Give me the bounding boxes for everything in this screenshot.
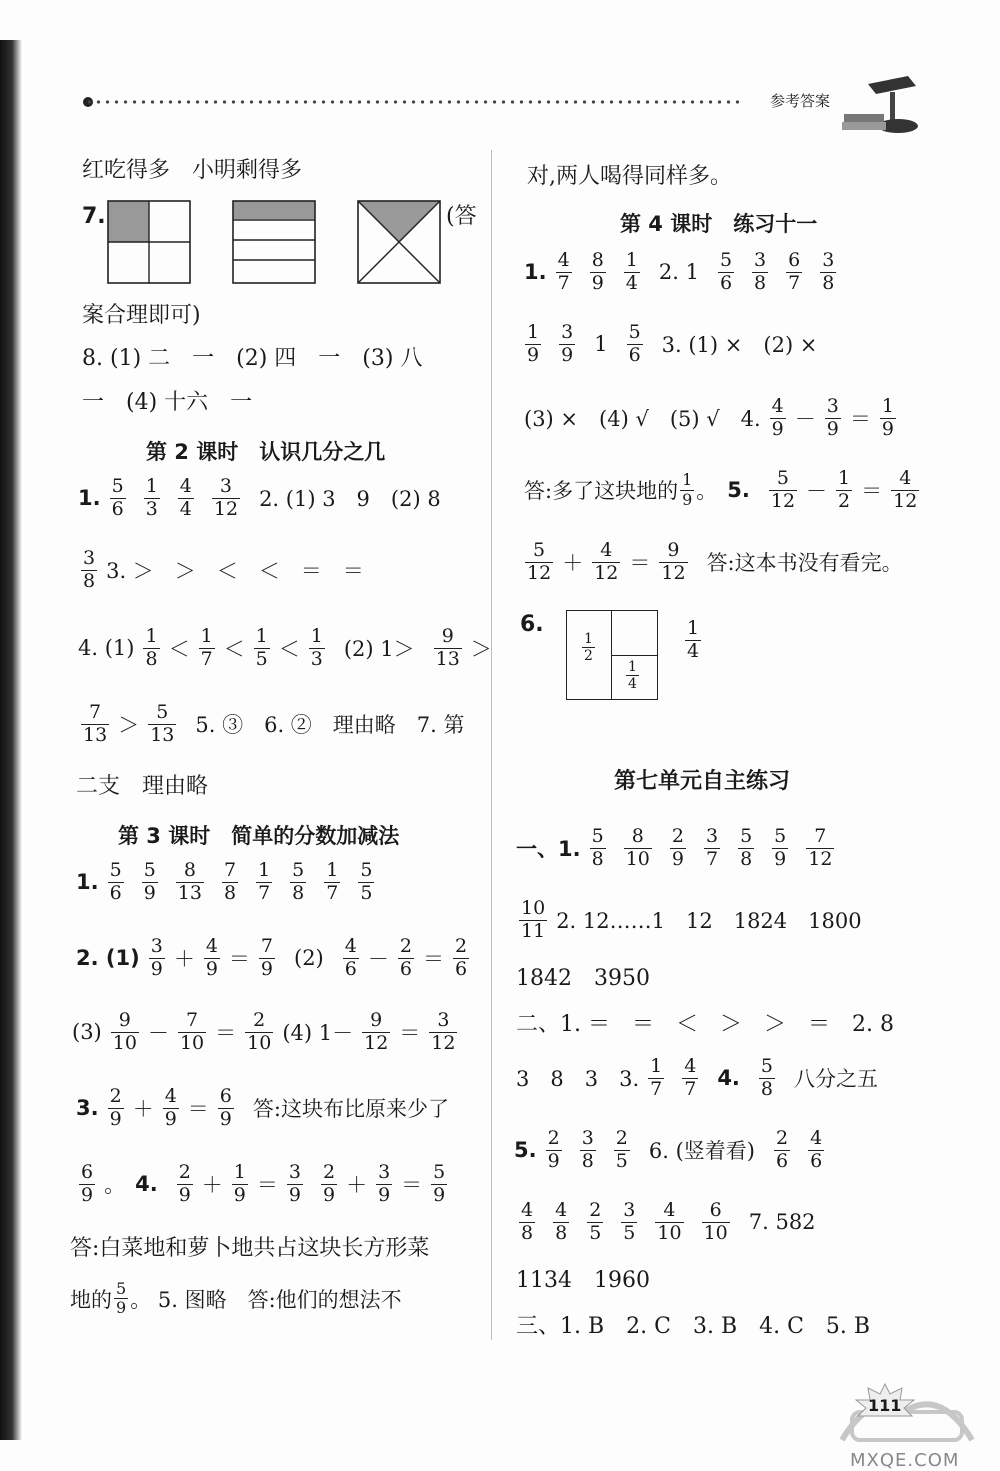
fraction: 4 8 [521, 1199, 534, 1244]
fraction: 4 7 [684, 1055, 697, 1100]
fraction: 4 6 [344, 935, 357, 980]
r-q2b-one: 1 [594, 332, 608, 357]
fraction: 1 4 [687, 617, 700, 662]
u-q1-row [516, 826, 843, 871]
fraction: 8 10 [625, 825, 650, 870]
fraction: 2 9 [322, 1161, 336, 1206]
u-s2a-text: 二、1. ＝ ＝ ＜ ＞ ＞ ＝ 2. 8 [516, 1012, 894, 1037]
u-s2c-label: 5. [514, 1138, 537, 1163]
fraction: 9 12 [364, 1009, 389, 1054]
fraction: 5 8 [591, 825, 604, 870]
l3-q4-label: 4. [135, 1172, 158, 1197]
fraction: 3 8 [822, 249, 835, 294]
r-q6-square [566, 610, 658, 700]
fraction: 4 7 [557, 249, 570, 294]
fraction: 3 9 [561, 321, 574, 366]
fraction: 1 9 [233, 1161, 246, 1206]
fraction: 5 6 [109, 859, 122, 904]
fraction: 5 13 [150, 701, 175, 746]
l2-q4-row [78, 626, 492, 671]
r-q1-label: 1. [524, 260, 547, 285]
plus-sign: ＋ [132, 1097, 154, 1122]
equals-sign: ＝ [401, 1173, 423, 1198]
l2-q3-text: 3. ＞ ＞ ＜ ＜ ＝ ＝ [106, 559, 364, 584]
q7-square-strips [232, 200, 316, 284]
fraction: 2 5 [589, 1199, 602, 1244]
fraction: 1 7 [258, 859, 271, 904]
fraction: 3 8 [581, 1127, 594, 1172]
fraction: 1 2 [838, 467, 851, 512]
fraction: 5 6 [719, 249, 733, 294]
fraction: 4 10 [657, 1199, 682, 1244]
fraction: 3 8 [754, 249, 767, 294]
plus-sign: ＋ [562, 551, 584, 576]
fraction: 3 5 [623, 1199, 636, 1244]
u-s2b-word: 八分之五 [794, 1067, 878, 1092]
fraction: 9 10 [112, 1009, 137, 1054]
fraction: 3 9 [288, 1161, 301, 1206]
l3-q2-3-label: (3) [72, 1020, 102, 1045]
fraction: 2 9 [178, 1161, 191, 1206]
unit7-title: 第七单元自主练习 [614, 769, 791, 794]
period: 。 [696, 479, 718, 504]
equals-sign: ＝ [399, 1021, 421, 1046]
l3-q4-answer-2a: 地的 [70, 1287, 112, 1312]
fraction: 2 10 [247, 1009, 272, 1054]
u-s2c-row [514, 1128, 833, 1173]
l2-q3-row [72, 548, 364, 593]
fraction: 1 9 [881, 395, 894, 440]
less-than: ＜ [278, 637, 300, 662]
fraction: 1 3 [145, 475, 158, 520]
minus-sign: － [147, 1021, 169, 1046]
less-than: ＜ [223, 637, 245, 662]
fraction: 6 7 [788, 249, 801, 294]
fraction: 5 12 [770, 467, 796, 512]
l3-q2-row [76, 936, 478, 981]
watermark-text: MXQE.COM [850, 1450, 960, 1471]
fraction: 9 12 [661, 539, 686, 584]
fraction: 6 10 [703, 1199, 728, 1244]
equals-sign: ＝ [215, 1021, 237, 1046]
fraction: 4 6 [810, 1127, 823, 1172]
u-q1-label: 一、1. [516, 837, 581, 862]
minus-sign: － [367, 947, 389, 972]
fraction: 4 9 [205, 935, 218, 980]
period: 。 [104, 1173, 126, 1198]
fraction: 2 6 [454, 935, 468, 980]
left-line-1: 红吃得多 小明剩得多 [82, 158, 303, 183]
l3-q2-label: 2. (1) [76, 946, 140, 971]
l3-q4-row [70, 1162, 456, 1207]
u-s2d-q7-text: 7. 582 [748, 1210, 816, 1235]
u-q2-row [510, 898, 862, 943]
greater-than: ＞ [470, 637, 492, 662]
fraction: 1 9 [527, 321, 540, 366]
fraction: 1 3 [310, 625, 323, 670]
fraction: 5 8 [740, 825, 753, 870]
fraction: 4 9 [771, 395, 784, 440]
fraction: 2 9 [671, 825, 684, 870]
u-s2e-text: 1134 1960 [516, 1268, 650, 1293]
l2-q7b: 二支 理由略 [76, 774, 209, 799]
equals-sign: ＝ [228, 947, 250, 972]
plus-sign: ＋ [346, 1173, 368, 1198]
fraction: 4 12 [893, 467, 918, 512]
fraction: 2 9 [109, 1085, 122, 1130]
l2-q1-row [78, 476, 451, 521]
l3-q3-row [76, 1086, 459, 1131]
fraction: 7 13 [83, 701, 108, 746]
fraction: 5 6 [628, 321, 641, 366]
l2-q1-label: 1. [78, 486, 101, 511]
fraction: 5 12 [527, 539, 552, 584]
lesson2-title: 第 2 课时 认识几分之几 [146, 440, 386, 464]
lesson3-title: 第 3 课时 简单的分数加减法 [118, 824, 400, 848]
l2-q4-label: 4. (1) [78, 636, 135, 661]
u-s2d-row [510, 1200, 826, 1245]
fraction: 3 7 [705, 825, 719, 870]
fraction: 8 13 [177, 859, 202, 904]
r-q5b-row [516, 540, 913, 585]
right-line-1: 对,两人喝得同样多。 [527, 164, 732, 189]
l2-q2-text: 2. (1) 3 9 (2) 8 [259, 487, 441, 512]
r-q5-row [524, 468, 928, 513]
fraction: 6 9 [81, 1161, 94, 1206]
u-s3-text: 三、1. B 2. C 3. B 4. C 5. B [516, 1314, 871, 1339]
r-q4-answer: 答:多了这块地的 [524, 479, 679, 504]
greater-than: ＞ [118, 713, 140, 738]
fraction: 4 4 [179, 475, 192, 520]
fraction: 5 9 [433, 1161, 446, 1206]
fraction: 5 6 [111, 475, 124, 520]
l2-q4-2-label: (2) 1＞ [343, 637, 415, 662]
q7-label: 7. [82, 204, 106, 229]
less-than: ＜ [168, 637, 190, 662]
q7-square-diagonals [357, 200, 441, 284]
fraction: 1 2 [584, 631, 593, 665]
fraction: 2 5 [615, 1127, 628, 1172]
fraction: 1 4 [628, 659, 637, 693]
r-q3-row [516, 322, 827, 367]
fraction: 2 6 [399, 935, 412, 980]
fraction: 7 9 [260, 935, 273, 980]
fraction: 4 9 [164, 1085, 177, 1130]
r-q6-label: 6. [520, 612, 544, 637]
fraction: 3 9 [378, 1161, 391, 1206]
l2-q5-row [72, 702, 475, 747]
q7-note-a: (答 [446, 204, 477, 229]
lesson4-title: 第 4 课时 练习十一 [620, 212, 818, 236]
r-q4-row [524, 396, 905, 441]
fraction: 1 7 [200, 625, 213, 670]
l3-q2b-row [72, 1010, 466, 1055]
equals-sign: ＝ [849, 407, 871, 432]
header-label: 参考答案 [770, 92, 831, 110]
fraction: 2 9 [547, 1127, 560, 1172]
u-s2b-q4-label: 4. [717, 1066, 740, 1091]
column-separator [491, 150, 492, 1340]
page-binding-shadow [0, 40, 22, 1440]
l3-q2-2-label: (2) [294, 946, 324, 971]
fraction: 7 8 [223, 859, 237, 904]
fraction: 1 8 [145, 625, 158, 670]
q8-line-a: 8. (1) 二 一 (2) 四 一 (3) 八 [82, 346, 423, 371]
r-q1-row [524, 250, 845, 295]
l2-q5-7-text: 5. ③ 6. ② 理由略 7. 第 [195, 713, 465, 738]
fraction: 5 9 [143, 859, 156, 904]
header-dotted-rule [85, 100, 745, 104]
l3-q3-label: 3. [76, 1096, 99, 1121]
fraction: 4 8 [555, 1199, 568, 1244]
fraction: 3 12 [431, 1009, 456, 1054]
fraction: 1 7 [326, 859, 339, 904]
fraction: 6 9 [219, 1085, 232, 1130]
equals-sign: ＝ [422, 947, 444, 972]
l3-q2-4-label: (4) 1－ [282, 1021, 354, 1046]
r-q5-label: 5. [727, 478, 750, 503]
u-s2b-nums: 3 8 3 3. [516, 1067, 640, 1092]
minus-sign: － [806, 479, 828, 504]
fraction: 1 7 [650, 1055, 663, 1100]
r-q3b-text: (3) × (4) √ (5) √ 4. [524, 407, 761, 432]
fraction: 3 9 [150, 935, 163, 980]
q8-line-b: 一 (4) 十六 一 [82, 390, 253, 415]
fraction: 5 9 [774, 825, 787, 870]
fraction: 5 8 [292, 859, 305, 904]
page-number: 111 [868, 1396, 902, 1415]
fraction: 10 11 [521, 897, 546, 942]
fraction: 3 12 [213, 475, 239, 520]
u-s2b-row [516, 1056, 888, 1101]
q7-note-b: 案合理即可) [82, 303, 201, 328]
r-q3-text: 3. (1) × (2) × [661, 333, 818, 358]
fraction: 7 12 [808, 825, 833, 870]
fraction: 4 12 [594, 539, 619, 584]
fraction: 8 9 [591, 249, 604, 294]
fraction: 5 9 [116, 1279, 127, 1318]
fraction: 5 5 [360, 859, 373, 904]
l3-q4-answer-2b: 。 5. 图略 答:他们的想法不 [130, 1287, 402, 1312]
minus-sign: － [794, 407, 816, 432]
fraction: 5 8 [760, 1055, 773, 1100]
desk-lamp-icon [838, 70, 928, 140]
plus-sign: ＋ [173, 947, 195, 972]
l3-q3-answer: 答:这块布比原来少了 [252, 1097, 449, 1122]
fraction: 3 9 [826, 395, 839, 440]
equals-sign: ＝ [861, 479, 883, 504]
fraction: 2 6 [775, 1127, 789, 1172]
fraction: 3 8 [83, 547, 96, 592]
u-q2-text: 2. 12……1 12 1824 1800 [556, 909, 862, 934]
r-q2-label: 2. 1 [658, 260, 699, 285]
fraction: 7 10 [179, 1009, 205, 1054]
l3-q1-row [76, 860, 383, 905]
fraction: 9 13 [435, 625, 460, 670]
q7-square-quarters [107, 200, 191, 284]
r-q5-answer: 答:这本书没有看完。 [706, 551, 903, 576]
u-s2c-q6-label: 6. (竖着看) [648, 1139, 755, 1164]
equals-sign: ＝ [256, 1173, 278, 1198]
l3-q1-label: 1. [76, 870, 99, 895]
l3-q5-row [70, 1280, 402, 1318]
fraction: 1 5 [255, 625, 268, 670]
u-q2b-text: 1842 3950 [516, 966, 650, 991]
equals-sign: ＝ [187, 1097, 209, 1122]
equals-sign: ＝ [629, 551, 651, 576]
fraction: 1 9 [682, 470, 693, 509]
plus-sign: ＋ [201, 1173, 223, 1198]
l3-q4-answer: 答:白菜地和萝卜地共占这块长方形菜 [70, 1236, 430, 1261]
fraction: 1 4 [625, 249, 638, 294]
